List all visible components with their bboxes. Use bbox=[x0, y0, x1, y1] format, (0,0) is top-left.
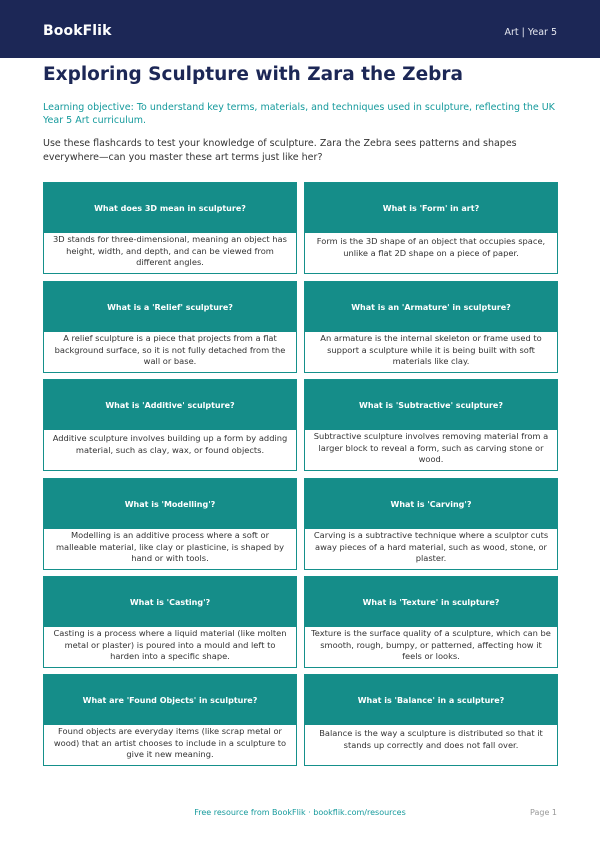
flashcard-question: What is 'Balance' in a sculpture? bbox=[305, 675, 557, 725]
flashcard[interactable] bbox=[304, 182, 558, 274]
flashcard-answer: A relief sculpture is a piece that projects from a flat background surface, so it is not fully detached from the wall or base. bbox=[54, 333, 286, 366]
flashcard[interactable] bbox=[43, 478, 297, 570]
intro-text: Use these flashcards to test your knowledge of sculpture. Zara the Zebra sees patterns and shapes everywhere—can you master these art terms just like her? bbox=[43, 138, 517, 163]
learning-objective: Learning objective: To understand key terms, materials, and techniques used in sculpture, reflecting the UK Year 5 Art curriculum. bbox=[43, 102, 555, 126]
flashcard-answer: Texture is the surface quality of a sculpture, which can be smooth, rough, bumpy, or patterned, affecting how it feels or looks. bbox=[311, 628, 551, 661]
flashcard[interactable] bbox=[43, 182, 297, 274]
flashcard-question: What is 'Casting'? bbox=[44, 577, 296, 627]
footer-link[interactable]: Free resource from BookFlik · bookflik.com/resources bbox=[194, 808, 406, 817]
flashcard[interactable] bbox=[304, 674, 558, 766]
flashcard[interactable] bbox=[304, 379, 558, 471]
flashcard[interactable] bbox=[43, 576, 297, 668]
flashcard[interactable] bbox=[43, 379, 297, 471]
flashcard-question: What is an 'Armature' in sculpture? bbox=[305, 282, 557, 332]
top-header-bar bbox=[0, 0, 600, 58]
flashcard-question: What is 'Subtractive' sculpture? bbox=[305, 380, 557, 430]
flashcard-answer: Form is the 3D shape of an object that occupies space, unlike a flat 2D shape on a piece of paper. bbox=[316, 236, 546, 258]
flashcard-answer: Carving is a subtractive technique where a sculptor cuts away pieces of a hard material, such as wood, stone, or plaster. bbox=[313, 530, 549, 563]
flashcard-answer: Found objects are everyday items (like scrap metal or wood) that an artist chooses to include in a sculpture to give it new meaning. bbox=[53, 726, 287, 759]
flashcard-answer: Modelling is an additive process where a soft or malleable material, like clay or plasticine, is shaped by hand or with tools. bbox=[55, 530, 285, 563]
flashcard-answer: Subtractive sculpture involves removing material from a larger block to reveal a form, such as carving stone or wood. bbox=[313, 431, 549, 464]
flashcard[interactable] bbox=[304, 478, 558, 570]
flashcard-question: What is 'Texture' in sculpture? bbox=[305, 577, 557, 627]
flashcard[interactable] bbox=[43, 281, 297, 373]
flashcard-answer: Balance is the way a sculpture is distributed so that it stands up correctly and does not fall over. bbox=[319, 728, 543, 750]
brand-logo-text[interactable]: BookFlik bbox=[43, 23, 112, 39]
flashcard-question: What are 'Found Objects' in sculpture? bbox=[44, 675, 296, 725]
flashcard[interactable] bbox=[43, 674, 297, 766]
flashcard-question: What is a 'Relief' sculpture? bbox=[44, 282, 296, 332]
flashcard-question: What is 'Additive' sculpture? bbox=[44, 380, 296, 430]
flashcard-question: What does 3D mean in sculpture? bbox=[44, 183, 296, 233]
flashcard-question: What is 'Carving'? bbox=[305, 479, 557, 529]
flashcard[interactable] bbox=[304, 576, 558, 668]
flashcard-answer: Additive sculpture involves building up a form by adding material, such as clay, wax, or found objects. bbox=[52, 433, 288, 455]
subject-year-label: Art | Year 5 bbox=[504, 27, 557, 38]
flashcard-answer: Casting is a process where a liquid material (like molten metal or plaster) is poured into a mould and left to harden into a specific shape. bbox=[53, 628, 287, 661]
flashcard-answer: 3D stands for three-dimensional, meaning an object has height, width, and depth, and can be viewed from different angles. bbox=[53, 234, 287, 267]
flashcard[interactable] bbox=[304, 281, 558, 373]
flashcard-question: What is 'Modelling'? bbox=[44, 479, 296, 529]
page-number: Page 1 bbox=[530, 808, 557, 817]
page-title: Exploring Sculpture with Zara the Zebra bbox=[43, 64, 463, 85]
flashcard-answer: An armature is the internal skeleton or frame used to support a sculpture while it is being built with soft materials like clay. bbox=[320, 333, 542, 366]
flashcard-question: What is 'Form' in art? bbox=[305, 183, 557, 233]
